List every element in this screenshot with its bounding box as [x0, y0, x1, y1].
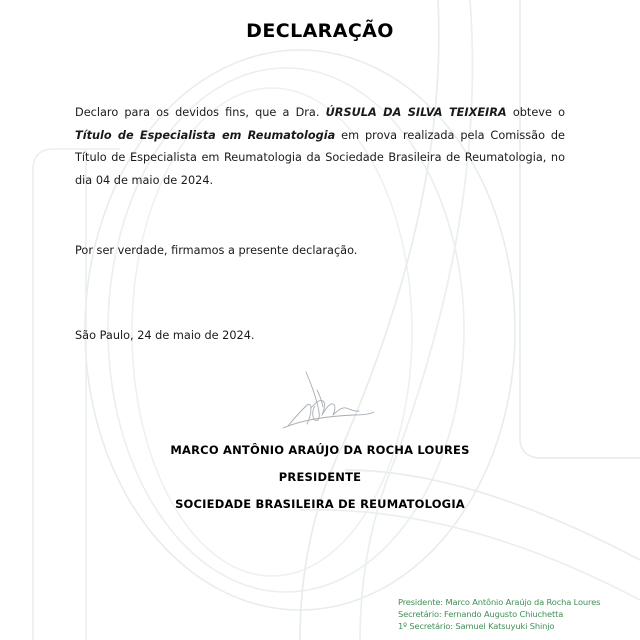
- emphasized-text: Título de Especialista em Reumatologia: [75, 128, 336, 142]
- declaration-paragraph: [75, 102, 565, 192]
- footer-line-first-secretary: 1º Secretário: Samuel Katsuyuki Shinjo: [398, 621, 555, 632]
- body-text: obteve o: [506, 106, 565, 119]
- signatory-organization: SOCIEDADE BRASILEIRA DE REUMATOLOGIA: [175, 497, 465, 511]
- handwritten-signature-icon: [262, 370, 392, 435]
- place-and-date: São Paulo, 24 de maio de 2024.: [75, 329, 255, 342]
- signatory-role: PRESIDENTE: [278, 470, 362, 484]
- closing-paragraph: Por ser verdade, firmamos a presente declaração.: [75, 244, 358, 257]
- emphasized-text: ÚRSULA DA SILVA TEIXEIRA: [325, 106, 507, 119]
- page-title: DECLARAÇÃO: [246, 20, 394, 42]
- footer-line-president: Presidente: Marco Antônio Araújo da Rocha Loures: [398, 597, 601, 607]
- footer-line-secretary: Secretário: Fernando Augusto Chiuchetta: [398, 609, 564, 620]
- signatory-name: MARCO ANTÔNIO ARAÚJO DA ROCHA LOURES: [170, 443, 470, 457]
- body-text: Declaro para os devidos fins, que a Dra.: [75, 106, 326, 119]
- footer-officers: [398, 596, 600, 633]
- body-text: em prova realizada pela Comissão de Título de Especialista em Reumatologia da Sociedade Brasileira de Reumatologia, no dia 04 de maio de 2024.: [75, 128, 565, 187]
